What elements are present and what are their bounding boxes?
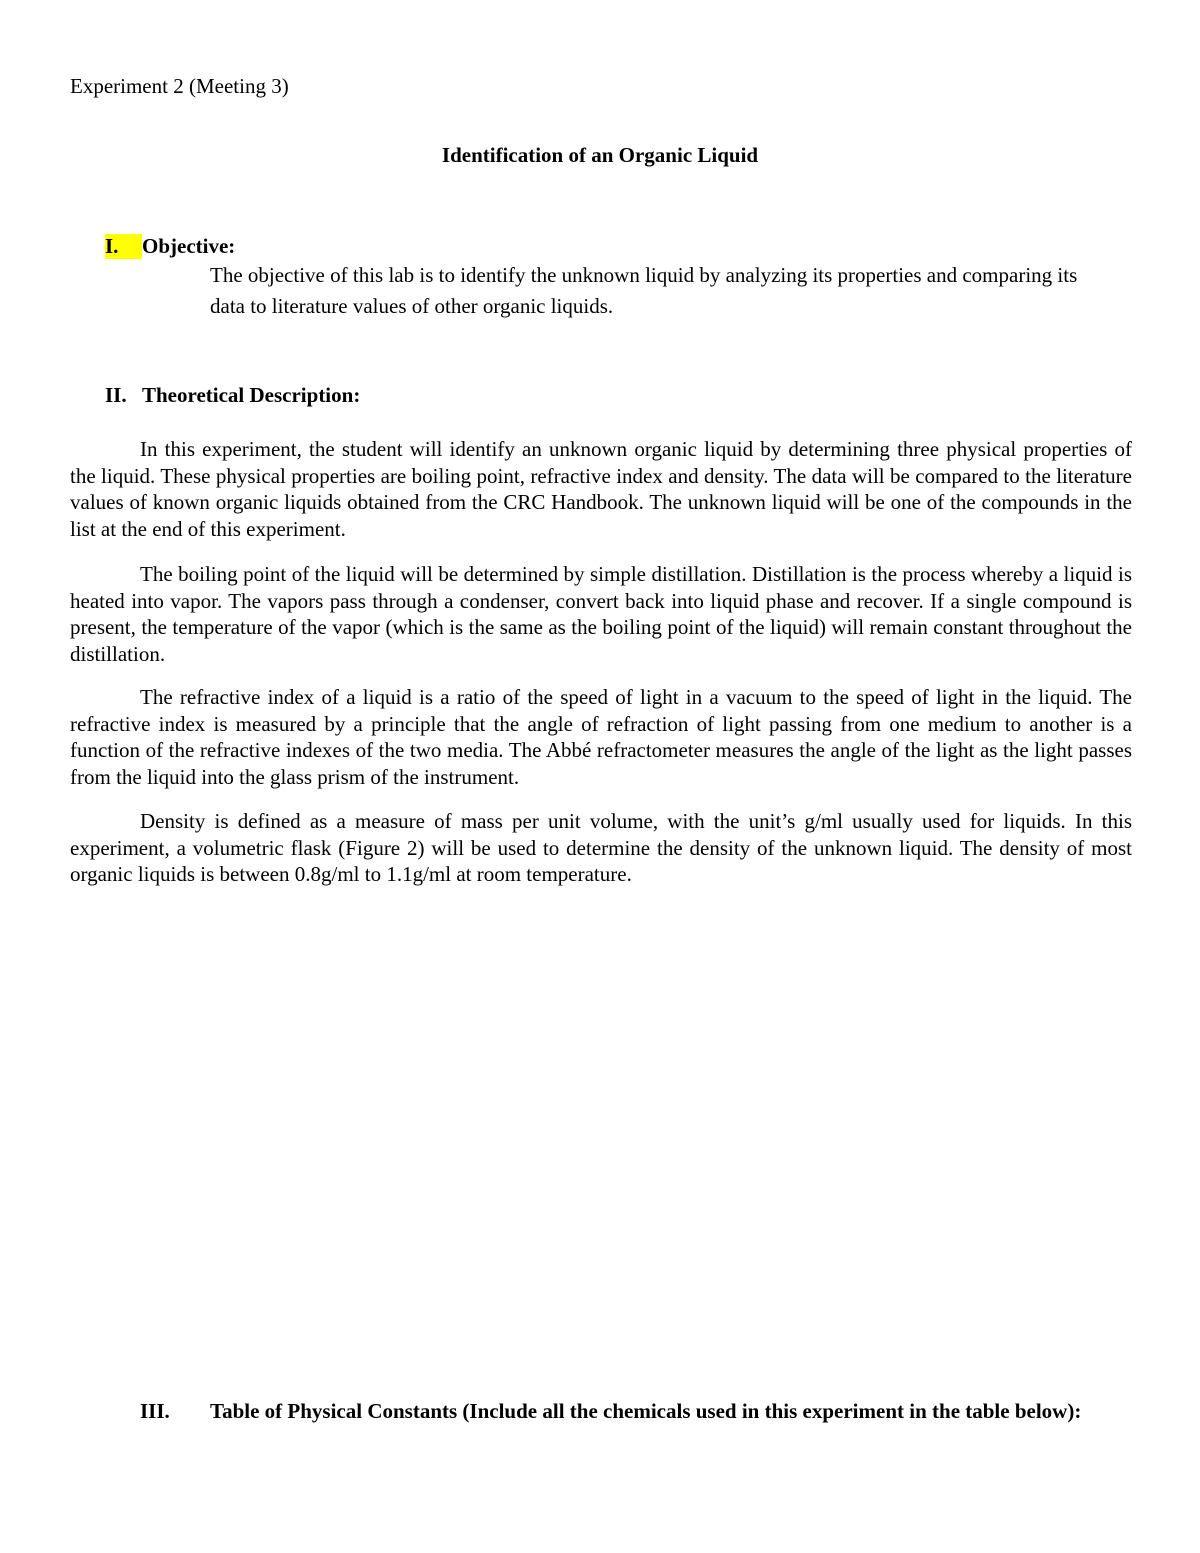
- experiment-header: Experiment 2 (Meeting 3): [70, 74, 289, 98]
- section-number-1: I.: [105, 234, 142, 259]
- document-title: Identification of an Organic Liquid: [441, 143, 759, 167]
- section-heading-objective: Objective:: [142, 234, 236, 258]
- section-number-3: III.: [140, 1399, 170, 1423]
- theory-paragraph-4: Density is defined as a measure of mass per unit volume, with the unit’s g/ml usually used for liquids. In this experiment, a volumetric flask (Figure 2) will be used to determine the density of the unknown liquid. The density of most organic liquids is between 0.8g/ml to 1.1g/ml at room temperature.: [70, 809, 1132, 886]
- section-objective-heading: [105, 234, 235, 259]
- objective-body: The objective of this lab is to identify the unknown liquid by analyzing its properties and comparing its data to literature values of other organic liquids.: [210, 263, 1078, 318]
- theory-paragraph-3: The refractive index of a liquid is a ratio of the speed of light in a vacuum to the speed of light in the liquid. The refractive index is measured by a principle that the angle of refraction of light passing from one medium to another is a function of the refractive indexes of the two media. The Abbé refractometer measures the angle of the light as the light passes from the liquid into the glass prism of the instrument.: [70, 685, 1132, 789]
- theory-paragraph-2: The boiling point of the liquid will be determined by simple distillation. Distillation is the process whereby a liquid is heated into vapor. The vapors pass through a condenser, convert back into liquid phase and recover. If a single compound is present, the temperature of the vapor (which is the same as the boiling point of the liquid) will remain constant throughout the distillation.: [70, 562, 1132, 666]
- theory-paragraph-1: In this experiment, the student will identify an unknown organic liquid by determining three physical properties of the liquid. These physical properties are boiling point, refractive index and density. The data will be compared to the literature values of known organic liquids obtained from the CRC Handbook. The unknown liquid will be one of the compounds in the list at the end of this experiment.: [70, 437, 1132, 541]
- section-theory-heading: [105, 383, 360, 408]
- section-heading-theory: Theoretical Description:: [142, 383, 361, 407]
- section-heading-constants: Table of Physical Constants (Include all the chemicals used in this experiment in the table below):: [210, 1399, 1082, 1423]
- section-number-2: II.: [105, 383, 127, 407]
- section-constants-heading: [140, 1398, 1120, 1424]
